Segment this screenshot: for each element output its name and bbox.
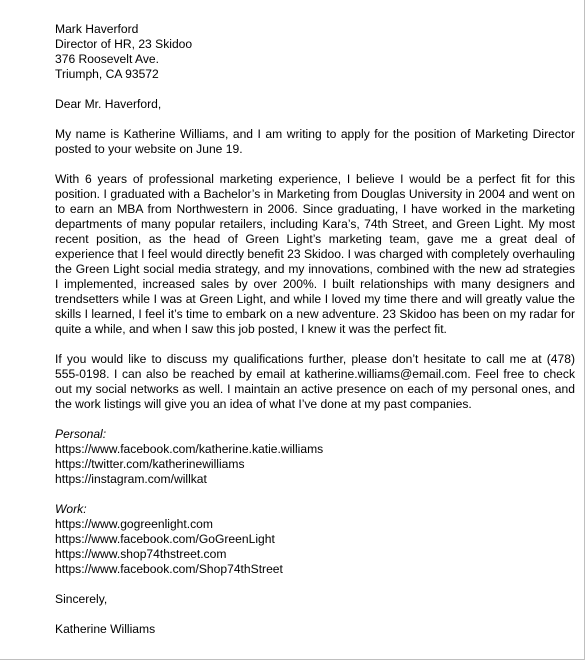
recipient-name: Mark Haverford <box>55 22 139 36</box>
paragraph-line: trendsetters while I was at Green Light, and while I loved my time there and will greatly value the <box>55 292 575 306</box>
recipient-city: Triumph, CA 93572 <box>55 67 159 81</box>
paragraph-line: recent position, as the head of Green Light’s marketing team, gave me a great deal of <box>55 232 575 246</box>
paragraph-line: I implemented, increased sales by over 200%. I built relationships with many designers and <box>55 277 575 291</box>
recipient-street: 376 Roosevelt Ave. <box>55 52 159 66</box>
salutation <box>55 97 575 112</box>
spacer <box>55 412 575 427</box>
signature <box>55 622 575 637</box>
salutation-text: Dear Mr. Haverford, <box>55 97 162 111</box>
paragraph-line: posted to your website on June 19. <box>55 142 243 156</box>
paragraph-line: quite a while, and when I saw this job posted, I knew it was the perfect fit. <box>55 322 447 336</box>
recipient-title: Director of HR, 23 Skidoo <box>55 37 193 51</box>
personal-link-facebook: https://www.facebook.com/katherine.katie.williams <box>55 442 324 456</box>
spacer <box>55 337 575 352</box>
letter-body <box>55 22 575 637</box>
recipient-address <box>55 22 575 82</box>
paragraph-line: position. I graduated with a Bachelor’s in Marketing from Douglas University in 2004 and went on <box>55 187 575 201</box>
paragraph-intro <box>55 127 575 157</box>
spacer <box>55 157 575 172</box>
paragraph-experience <box>55 172 575 337</box>
paragraph-line: With 6 years of professional marketing experience, I believe I would be a perfect fit for this <box>55 172 575 186</box>
paragraph-line: to earn an MBA from Northwestern in 2006. Since graduating, I have worked in the marketing <box>55 202 575 216</box>
work-link-shop74thstreet: https://www.shop74thstreet.com <box>55 547 227 561</box>
paragraph-line: 555-0198. I can also be reached by email at katherine.williams@email.com. Feel free to check <box>55 367 575 381</box>
personal-link-twitter: https://twitter.com/katherinewilliams <box>55 457 245 471</box>
paragraph-line: skills I learned, I feel it’s time to embark on a new adventure. 23 Skidoo has been on my radar for <box>55 307 575 321</box>
spacer <box>55 112 575 127</box>
work-links-section <box>55 502 575 577</box>
paragraph-line: the work listings will give you an idea of what I’ve done at my past companies. <box>55 397 472 411</box>
paragraph-contact <box>55 352 575 412</box>
personal-link-instagram: https://instagram.com/willkat <box>55 472 207 486</box>
spacer <box>55 487 575 502</box>
work-link-facebook-gogreenlight: https://www.facebook.com/GoGreenLight <box>55 532 275 546</box>
work-link-facebook-shop74thstreet: https://www.facebook.com/Shop74thStreet <box>55 562 283 576</box>
paragraph-line: My name is Katherine Williams, and I am writing to apply for the position of Marketing Director <box>55 127 575 141</box>
spacer <box>55 577 575 592</box>
personal-label: Personal: <box>55 427 107 441</box>
paragraph-line: experience that I feel would directly benefit 23 Skidoo. I was charged with completely overhauling <box>55 247 575 261</box>
personal-links-section <box>55 427 575 487</box>
spacer <box>55 82 575 97</box>
work-link-gogreenlight: https://www.gogreenlight.com <box>55 517 213 531</box>
closing-text: Sincerely, <box>55 592 108 606</box>
signature-name: Katherine Williams <box>55 622 156 636</box>
closing <box>55 592 575 607</box>
spacer <box>55 607 575 622</box>
paragraph-line: the Green Light social media strategy, and my innovations, combined with the new ad strategies <box>55 262 575 276</box>
paragraph-line: If you would like to discuss my qualifications further, please don’t hesitate to call me at (478) <box>55 352 575 366</box>
paragraph-line: departments of many popular retailers, including Kara’s, 74th Street, and Green Light. My most <box>55 217 575 231</box>
paragraph-line: out my social networks as well. I maintain an active presence on each of my personal ones, and <box>55 382 575 396</box>
work-label: Work: <box>55 502 87 516</box>
